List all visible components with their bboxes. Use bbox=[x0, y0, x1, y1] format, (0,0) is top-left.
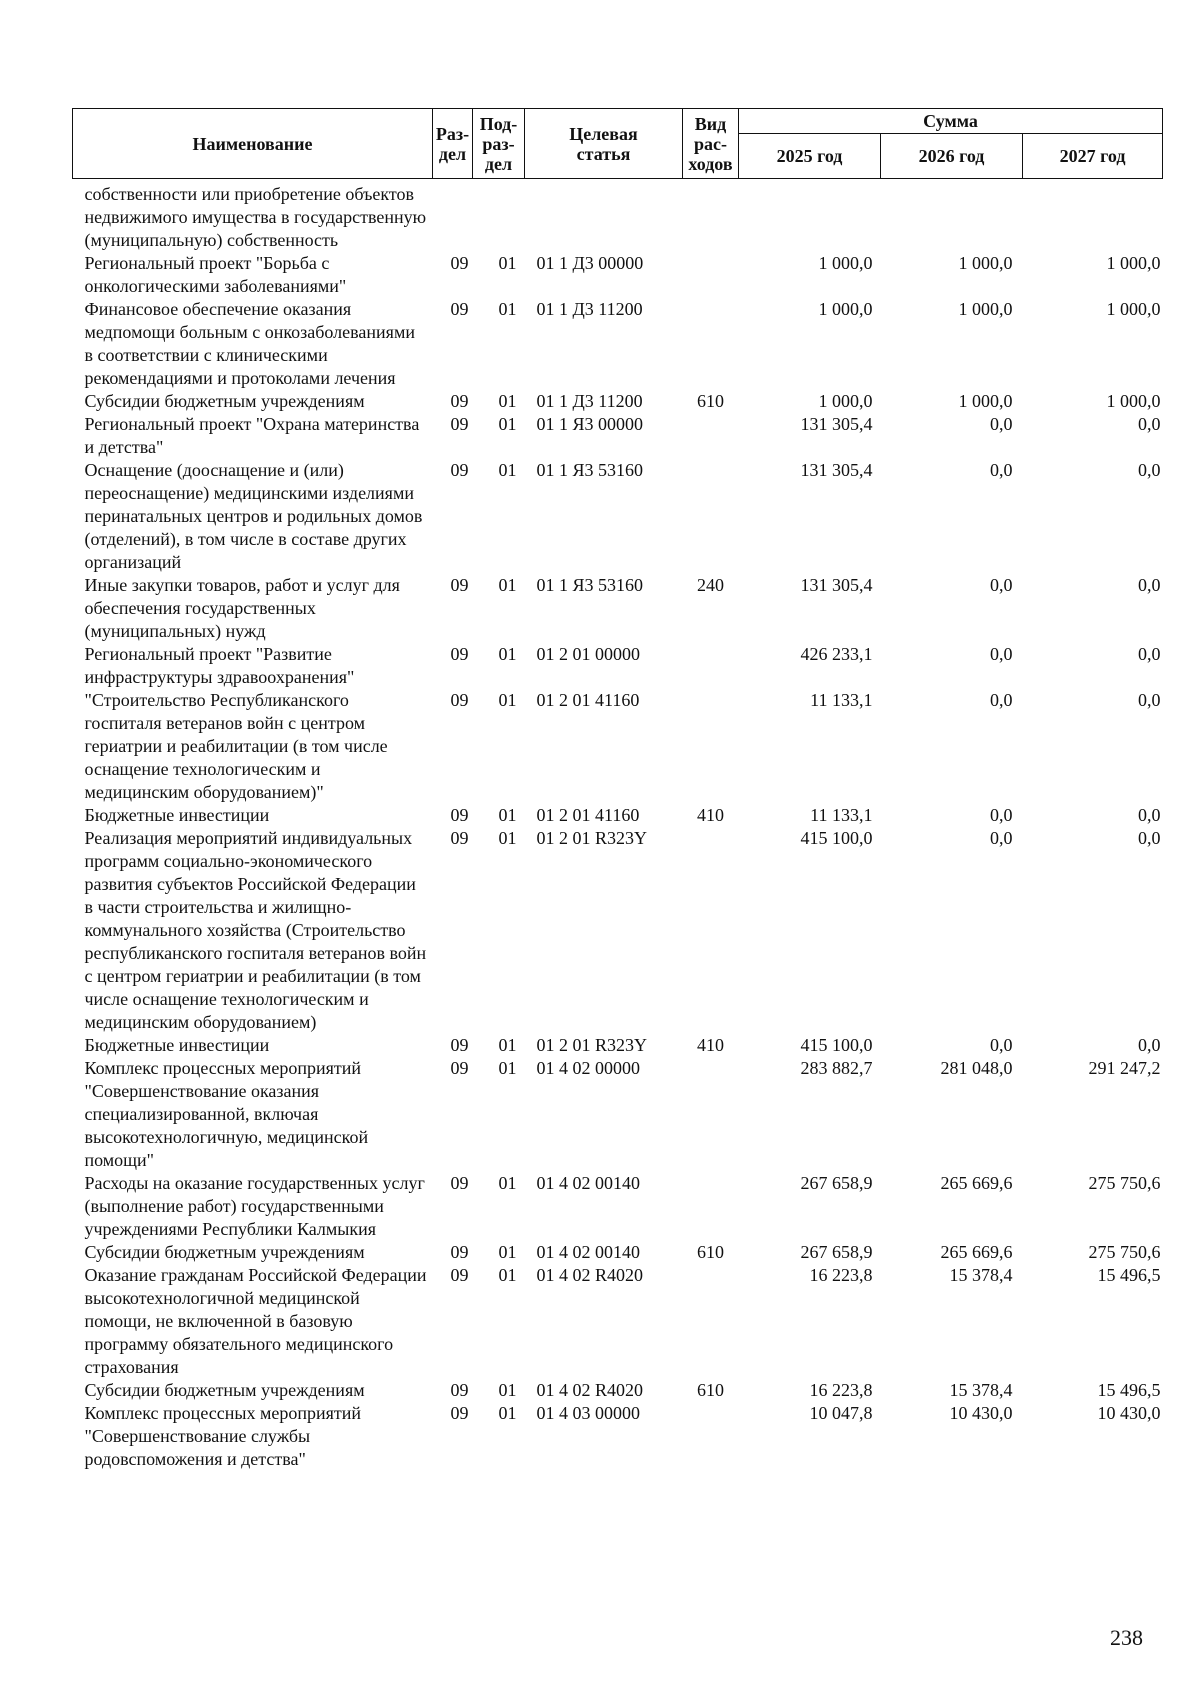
table-row bbox=[73, 179, 1163, 253]
row-podrazdel: 01 bbox=[498, 1242, 517, 1262]
row-podrazdel: 01 bbox=[498, 299, 517, 319]
row-razdel: 09 bbox=[450, 690, 469, 710]
row-podrazdel: 01 bbox=[498, 1058, 517, 1078]
row-celevaya bbox=[525, 179, 683, 253]
row-celevaya: 01 4 02 00140 bbox=[536, 1173, 640, 1193]
row-amount-2025: 267 658,9 bbox=[800, 1242, 873, 1262]
row-amount-2025 bbox=[739, 179, 881, 253]
row-celevaya: 01 2 01 R323Y bbox=[536, 1035, 648, 1055]
row-vid bbox=[683, 1057, 739, 1172]
row-celevaya: 01 4 03 00000 bbox=[536, 1403, 640, 1423]
table-row bbox=[73, 413, 1163, 459]
row-amount-2026: 0,0 bbox=[990, 805, 1013, 825]
row-amount-2027: 1 000,0 bbox=[1106, 391, 1161, 411]
row-amount-2027: 291 247,2 bbox=[1088, 1058, 1161, 1078]
table-row bbox=[73, 643, 1163, 689]
row-podrazdel bbox=[473, 179, 525, 253]
row-celevaya: 01 1 Д3 11200 bbox=[536, 391, 643, 411]
row-vid bbox=[683, 827, 739, 1034]
table-row bbox=[73, 1241, 1163, 1264]
row-celevaya: 01 1 Я3 00000 bbox=[536, 414, 644, 434]
row-amount-2026: 0,0 bbox=[990, 828, 1013, 848]
row-name: Субсидии бюджетным учреждениям bbox=[84, 1242, 365, 1262]
row-name: "Строительство Республиканского госпиталя ветеранов войн с центром гериатрии и реабилитации (в том числе оснащение технологическим и медицинским оборудованием)" bbox=[84, 690, 388, 802]
row-amount-2026: 281 048,0 bbox=[940, 1058, 1013, 1078]
table-row bbox=[73, 1379, 1163, 1402]
row-vid: 610 bbox=[697, 1380, 724, 1400]
row-celevaya: 01 4 02 00140 bbox=[536, 1242, 640, 1262]
table-row bbox=[73, 252, 1163, 298]
row-amount-2026 bbox=[881, 179, 1023, 253]
row-podrazdel: 01 bbox=[498, 1265, 517, 1285]
row-razdel: 09 bbox=[450, 1058, 469, 1078]
row-amount-2026: 0,0 bbox=[990, 1035, 1013, 1055]
table-row bbox=[73, 298, 1163, 390]
row-amount-2025: 1 000,0 bbox=[818, 299, 873, 319]
row-amount-2027: 15 496,5 bbox=[1097, 1380, 1161, 1400]
row-amount-2025: 11 133,1 bbox=[810, 690, 873, 710]
table-body bbox=[73, 179, 1163, 1472]
row-vid bbox=[683, 298, 739, 390]
row-podrazdel: 01 bbox=[498, 1380, 517, 1400]
row-razdel: 09 bbox=[450, 391, 469, 411]
row-celevaya: 01 1 Я3 53160 bbox=[536, 575, 644, 595]
row-celevaya: 01 2 01 R323Y bbox=[536, 828, 648, 848]
row-amount-2025: 131 305,4 bbox=[800, 460, 873, 480]
row-razdel: 09 bbox=[450, 299, 469, 319]
row-podrazdel: 01 bbox=[498, 460, 517, 480]
row-name: Оказание гражданам Российской Федерации высокотехнологичной медицинской помощи, не включенной в базовую программу обязательного медицинского страхования bbox=[84, 1265, 427, 1377]
table-row bbox=[73, 1057, 1163, 1172]
row-razdel bbox=[433, 179, 473, 253]
row-amount-2027: 0,0 bbox=[1138, 1035, 1161, 1055]
header-vid: Вид рас- ходов bbox=[683, 109, 739, 179]
row-name: Региональный проект "Борьба с онкологическими заболеваниями" bbox=[84, 253, 347, 296]
row-razdel: 09 bbox=[450, 1380, 469, 1400]
row-amount-2026: 0,0 bbox=[990, 414, 1013, 434]
row-name: Региональный проект "Охрана материнства и детства" bbox=[84, 414, 420, 457]
row-name: Финансовое обеспечение оказания медпомощи больным с онкозаболеваниями в соответствии с клиническими рекомендациями и протоколами лечения bbox=[84, 299, 415, 388]
row-amount-2025: 426 233,1 bbox=[800, 644, 873, 664]
header-year-2027: 2027 год bbox=[1023, 134, 1163, 179]
row-razdel: 09 bbox=[450, 1265, 469, 1285]
row-vid bbox=[683, 413, 739, 459]
row-podrazdel: 01 bbox=[498, 575, 517, 595]
table-row bbox=[73, 390, 1163, 413]
row-vid bbox=[683, 1402, 739, 1471]
row-name: Субсидии бюджетным учреждениям bbox=[84, 1380, 365, 1400]
row-amount-2025: 415 100,0 bbox=[800, 1035, 873, 1055]
row-podrazdel: 01 bbox=[498, 690, 517, 710]
row-name: Комплекс процессных мероприятий "Совершенствование оказания специализированной, включая высокотехнологичную, медицинской помощи" bbox=[84, 1058, 369, 1170]
row-razdel: 09 bbox=[450, 460, 469, 480]
row-celevaya: 01 1 Д3 00000 bbox=[536, 253, 644, 273]
row-amount-2025: 11 133,1 bbox=[810, 805, 873, 825]
row-razdel: 09 bbox=[450, 805, 469, 825]
row-amount-2026: 10 430,0 bbox=[949, 1403, 1013, 1423]
row-vid bbox=[683, 643, 739, 689]
row-celevaya: 01 2 01 41160 bbox=[536, 690, 640, 710]
row-amount-2027: 275 750,6 bbox=[1088, 1173, 1161, 1193]
row-vid bbox=[683, 689, 739, 804]
row-name: Реализация мероприятий индивидуальных программ социально-экономического развития субъектов Российской Федерации в части строительства и жилищно-коммунального хозяйства (Строительство республиканского госпиталя ветеранов войн с центром гериатрии и реабилитации (в том числе оснащение технологическим и медицинским оборудованием) bbox=[84, 828, 427, 1032]
row-vid: 410 bbox=[697, 805, 724, 825]
row-podrazdel: 01 bbox=[498, 1403, 517, 1423]
row-amount-2026: 0,0 bbox=[990, 690, 1013, 710]
row-vid: 410 bbox=[697, 1035, 724, 1055]
table-row bbox=[73, 689, 1163, 804]
header-celevaya: Целевая статья bbox=[525, 109, 683, 179]
row-vid bbox=[683, 252, 739, 298]
row-amount-2027: 15 496,5 bbox=[1097, 1265, 1161, 1285]
row-amount-2026: 1 000,0 bbox=[958, 253, 1013, 273]
row-razdel: 09 bbox=[450, 1173, 469, 1193]
table-row bbox=[73, 1172, 1163, 1241]
row-razdel: 09 bbox=[450, 1403, 469, 1423]
row-podrazdel: 01 bbox=[498, 644, 517, 664]
row-podrazdel: 01 bbox=[498, 391, 517, 411]
row-celevaya: 01 4 02 R4020 bbox=[536, 1265, 644, 1285]
row-razdel: 09 bbox=[450, 828, 469, 848]
row-celevaya: 01 1 Д3 11200 bbox=[536, 299, 643, 319]
row-amount-2025: 10 047,8 bbox=[809, 1403, 873, 1423]
header-summa: Сумма bbox=[739, 109, 1163, 134]
row-podrazdel: 01 bbox=[498, 1035, 517, 1055]
row-vid: 240 bbox=[697, 575, 724, 595]
row-amount-2027: 0,0 bbox=[1138, 414, 1161, 434]
row-razdel: 09 bbox=[450, 414, 469, 434]
row-razdel: 09 bbox=[450, 1242, 469, 1262]
row-celevaya: 01 4 02 R4020 bbox=[536, 1380, 644, 1400]
row-vid bbox=[683, 1172, 739, 1241]
row-amount-2025: 267 658,9 bbox=[800, 1173, 873, 1193]
row-podrazdel: 01 bbox=[498, 414, 517, 434]
row-amount-2027: 275 750,6 bbox=[1088, 1242, 1161, 1262]
row-amount-2027: 10 430,0 bbox=[1097, 1403, 1161, 1423]
table-row bbox=[73, 1034, 1163, 1057]
header-name: Наименование bbox=[73, 109, 433, 179]
row-amount-2025: 1 000,0 bbox=[818, 391, 873, 411]
row-amount-2026: 15 378,4 bbox=[949, 1265, 1013, 1285]
row-amount-2025: 415 100,0 bbox=[800, 828, 873, 848]
row-razdel: 09 bbox=[450, 1035, 469, 1055]
row-amount-2027: 0,0 bbox=[1138, 805, 1161, 825]
row-celevaya: 01 4 02 00000 bbox=[536, 1058, 640, 1078]
row-name: Оснащение (дооснащение и (или) переоснащение) медицинскими изделиями перинатальных центров и родильных домов (отделений), в том числе в составе других организаций bbox=[84, 460, 423, 572]
row-amount-2027: 0,0 bbox=[1138, 644, 1161, 664]
table-row bbox=[73, 1402, 1163, 1471]
row-podrazdel: 01 bbox=[498, 828, 517, 848]
header-podrazdel: Под- раз- дел bbox=[473, 109, 525, 179]
row-name: Региональный проект "Развитие инфраструктуры здравоохранения" bbox=[84, 644, 355, 687]
row-name: Расходы на оказание государственных услуг (выполнение работ) государственными учреждениями Республики Калмыкия bbox=[84, 1173, 425, 1239]
row-amount-2025: 1 000,0 bbox=[818, 253, 873, 273]
row-amount-2026: 265 669,6 bbox=[940, 1242, 1013, 1262]
table-row bbox=[73, 459, 1163, 574]
row-amount-2025: 16 223,8 bbox=[809, 1380, 873, 1400]
table-row bbox=[73, 1264, 1163, 1379]
row-amount-2026: 265 669,6 bbox=[940, 1173, 1013, 1193]
row-amount-2026: 0,0 bbox=[990, 575, 1013, 595]
row-amount-2026: 1 000,0 bbox=[958, 299, 1013, 319]
row-amount-2026: 0,0 bbox=[990, 644, 1013, 664]
row-vid bbox=[683, 459, 739, 574]
row-name: Бюджетные инвестиции bbox=[84, 805, 270, 825]
row-name: Бюджетные инвестиции bbox=[84, 1035, 270, 1055]
row-amount-2027: 1 000,0 bbox=[1106, 299, 1161, 319]
table-row bbox=[73, 827, 1163, 1034]
row-amount-2027: 1 000,0 bbox=[1106, 253, 1161, 273]
row-celevaya: 01 1 Я3 53160 bbox=[536, 460, 644, 480]
row-amount-2025: 131 305,4 bbox=[800, 575, 873, 595]
row-name: Комплекс процессных мероприятий "Совершенствование службы родовспоможения и детства" bbox=[84, 1403, 362, 1469]
row-razdel: 09 bbox=[450, 644, 469, 664]
row-razdel: 09 bbox=[450, 253, 469, 273]
row-amount-2026: 15 378,4 bbox=[949, 1380, 1013, 1400]
row-razdel: 09 bbox=[450, 575, 469, 595]
row-vid: 610 bbox=[697, 391, 724, 411]
row-podrazdel: 01 bbox=[498, 805, 517, 825]
row-amount-2025: 283 882,7 bbox=[800, 1058, 873, 1078]
row-amount-2027: 0,0 bbox=[1138, 575, 1161, 595]
row-amount-2025: 131 305,4 bbox=[800, 414, 873, 434]
row-amount-2027: 0,0 bbox=[1138, 460, 1161, 480]
table-header bbox=[73, 109, 1163, 179]
row-vid bbox=[683, 179, 739, 253]
row-name: собственности или приобретение объектов недвижимого имущества в государственную (муниципальную) собственность bbox=[84, 184, 427, 250]
budget-table bbox=[72, 108, 1163, 1471]
row-amount-2026: 0,0 bbox=[990, 460, 1013, 480]
row-podrazdel: 01 bbox=[498, 253, 517, 273]
table-row bbox=[73, 804, 1163, 827]
row-amount-2027: 0,0 bbox=[1138, 690, 1161, 710]
row-amount-2027: 0,0 bbox=[1138, 828, 1161, 848]
header-razdel: Раз- дел bbox=[433, 109, 473, 179]
row-podrazdel: 01 bbox=[498, 1173, 517, 1193]
row-amount-2026: 1 000,0 bbox=[958, 391, 1013, 411]
row-vid: 610 bbox=[697, 1242, 724, 1262]
table-row bbox=[73, 574, 1163, 643]
page-number: 238 bbox=[1110, 1625, 1143, 1650]
budget-table-page bbox=[72, 108, 1162, 1471]
header-year-2025: 2025 год bbox=[739, 134, 881, 179]
row-amount-2027 bbox=[1023, 179, 1163, 253]
row-name: Иные закупки товаров, работ и услуг для обеспечения государственных (муниципальных) нужд bbox=[84, 575, 400, 641]
row-vid bbox=[683, 1264, 739, 1379]
row-celevaya: 01 2 01 41160 bbox=[536, 805, 640, 825]
row-name: Субсидии бюджетным учреждениям bbox=[84, 391, 365, 411]
row-celevaya: 01 2 01 00000 bbox=[536, 644, 640, 664]
header-year-2026: 2026 год bbox=[881, 134, 1023, 179]
row-amount-2025: 16 223,8 bbox=[809, 1265, 873, 1285]
